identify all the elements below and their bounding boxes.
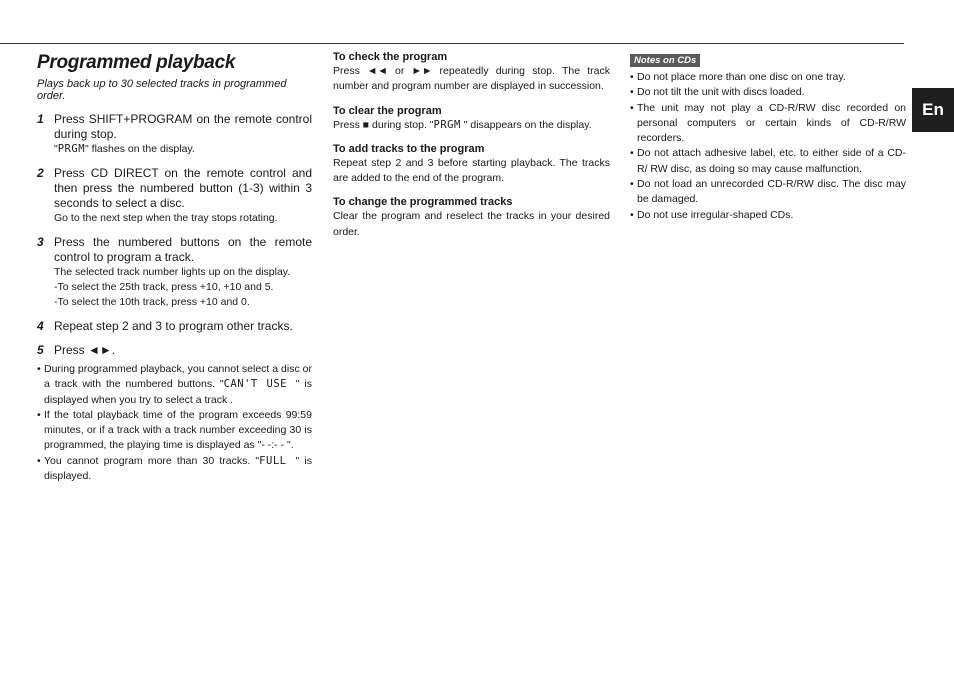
- step-3: [37, 235, 312, 310]
- step-text: Press SHIFT+PROGRAM on the remote control during stop.: [54, 112, 312, 141]
- text-change-tracks: Clear the program and reselect the tracks in your desired order.: [333, 210, 610, 238]
- header-rule: [0, 43, 904, 44]
- lcd-text: CAN'T USE: [223, 378, 296, 391]
- column-programmed-playback: [37, 50, 312, 484]
- section-subtitle: Plays back up to 30 selected tracks in programmed order.: [37, 78, 287, 102]
- heading-clear-program: To clear the program: [333, 104, 442, 117]
- step-note: -To select the 25th track, press +10, +10 and 5.: [54, 281, 274, 293]
- list-item: • During programmed playback, you cannot select a disc or a track with the numbered buttons. "CAN'T USE " is displayed when you try to select a track .: [37, 363, 313, 406]
- list-item: • The unit may not play a CD-R/RW disc recorded on personal computers or certain kinds of CD-R/RW recorders.: [630, 101, 906, 145]
- step-5: [37, 343, 312, 358]
- text-check-program: Press ◄◄ or ►► repeatedly during stop. The track number and program number are displayed in succession.: [333, 65, 610, 93]
- step-number: 3: [37, 235, 44, 249]
- notes-list: [37, 362, 312, 484]
- step-number: 1: [37, 112, 44, 126]
- notes-badge: Notes on CDs: [630, 54, 700, 67]
- lcd-text: PRGM: [433, 118, 461, 131]
- step-text: Press CD DIRECT on the remote control and then press the numbered button (1-3) within 3 seconds to select a disc.: [54, 166, 312, 210]
- step-number: 4: [37, 319, 44, 333]
- section-title: Programmed playback: [37, 52, 236, 73]
- heading-add-tracks: To add tracks to the program: [333, 142, 485, 155]
- step-text: Press ◄►.: [54, 343, 116, 357]
- step-note: Go to the next step when the tray stops rotating.: [54, 212, 278, 224]
- list-item: • Do not attach adhesive label, etc. to either side of a CD-R/ RW disc, as doing so may cause malfunction.: [630, 147, 906, 175]
- step-note: The selected track number lights up on the display.: [54, 266, 291, 278]
- language-tab: En: [912, 88, 954, 132]
- step-2: [37, 166, 312, 226]
- step-note: "PRGM" flashes on the display.: [54, 143, 195, 155]
- list-item: • If the total playback time of the program exceeds 99:59 minutes, or if a track with a track number exceeding 30 is programmed, the playing time is displayed as "- -:- - ".: [37, 408, 312, 452]
- list-item: • Do not tilt the unit with discs loaded.: [630, 86, 805, 99]
- heading-check-program: To check the program: [333, 51, 448, 63]
- cd-notes-list: [630, 70, 906, 223]
- text-add-tracks: Repeat step 2 and 3 before starting playback. The tracks are added to the end of the program.: [333, 156, 610, 185]
- step-note: -To select the 10th track, press +10 and 0.: [54, 296, 250, 308]
- list-item: • Do not load an unrecorded CD-R/RW disc. The disc may be damaged.: [630, 178, 906, 206]
- step-text: Repeat step 2 and 3 to program other tracks.: [54, 319, 293, 333]
- step-number: 2: [37, 166, 44, 180]
- heading-change-tracks: To change the programmed tracks: [333, 196, 513, 209]
- step-number: 5: [37, 343, 44, 357]
- list-item: • You cannot program more than 30 tracks. "FULL " is displayed.: [37, 454, 313, 483]
- column-program-operations: [333, 50, 610, 249]
- step-text: Press the numbered buttons on the remote control to program a track.: [54, 235, 312, 264]
- text-clear-program: Press ■ during stop. "PRGM " disappears on the display.: [333, 118, 592, 131]
- column-notes-on-cds: [630, 50, 906, 223]
- list-item: • Do not place more than one disc on one tray.: [630, 71, 846, 83]
- lcd-text: PRGM: [57, 143, 86, 155]
- lcd-text: FULL: [259, 454, 296, 467]
- step-1: [37, 112, 312, 157]
- step-4: [37, 319, 312, 334]
- list-item: • Do not use irregular-shaped CDs.: [630, 208, 794, 221]
